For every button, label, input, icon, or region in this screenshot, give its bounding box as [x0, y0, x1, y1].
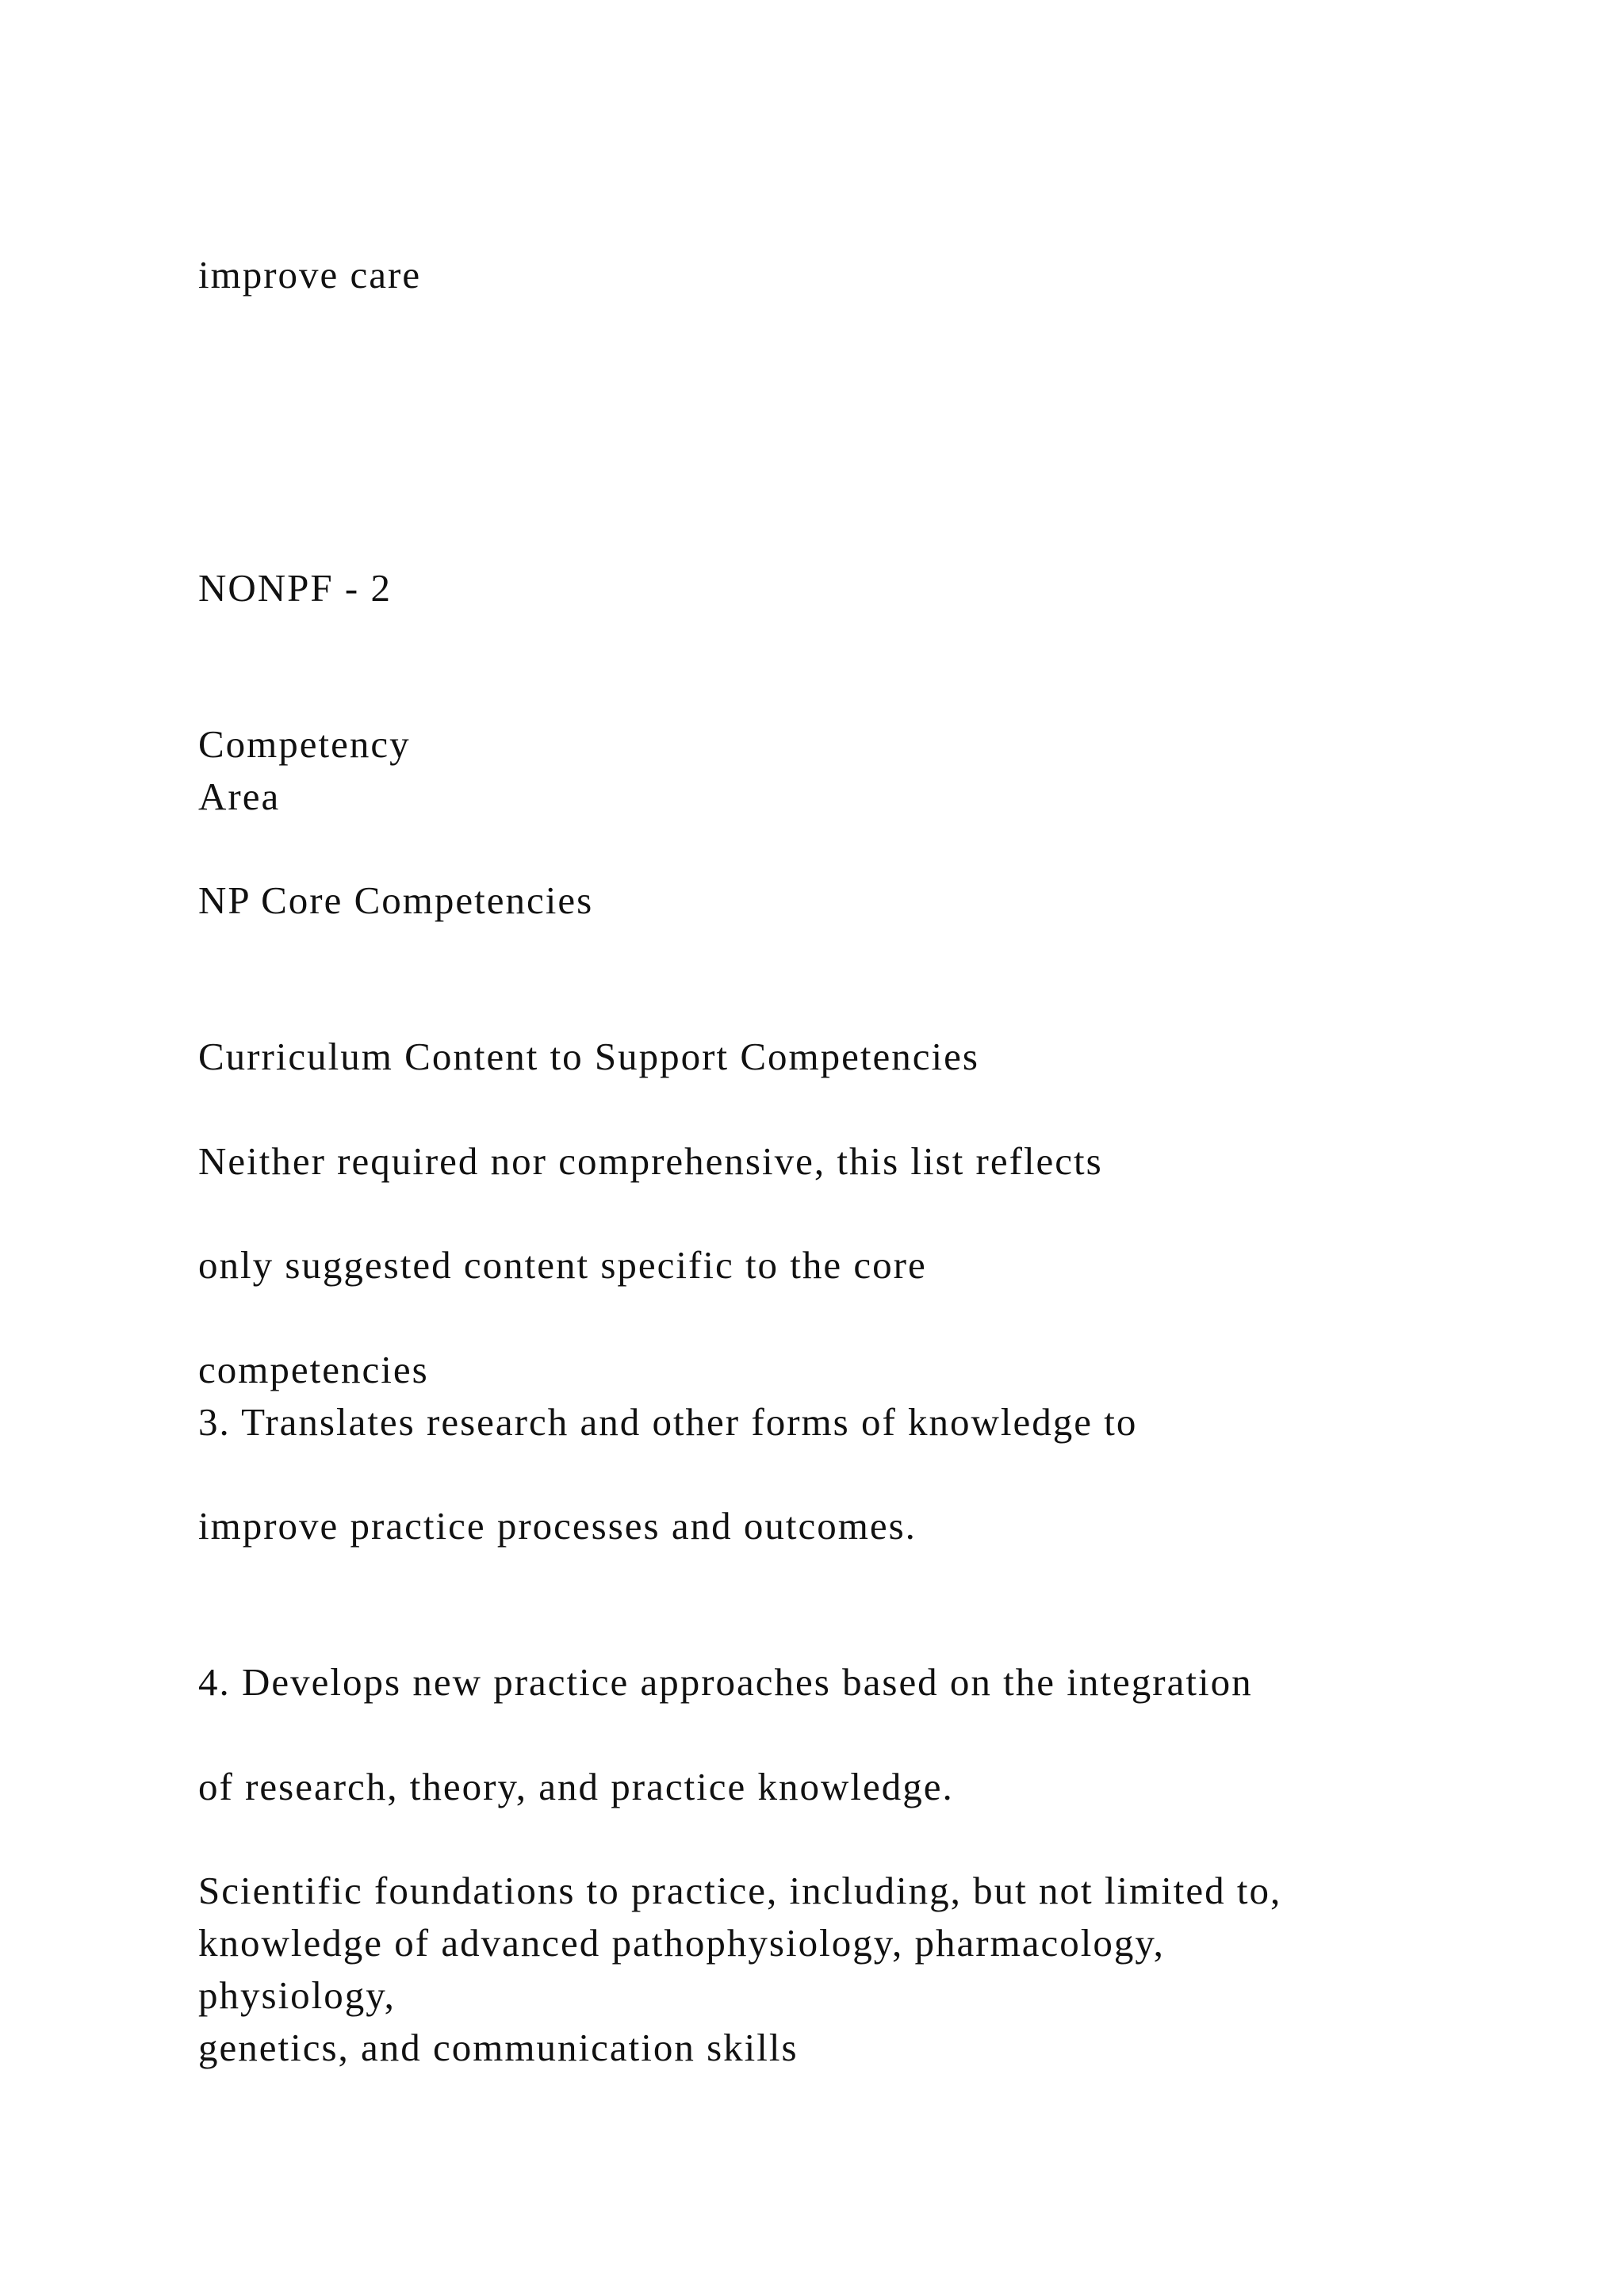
text-line: genetics, and communication skills — [198, 2026, 799, 2069]
text-line: 4. Develops new practice approaches based on the integration — [198, 1660, 1253, 1704]
text-line: competencies — [198, 1348, 429, 1391]
text-line: only suggested content specific to the core — [198, 1243, 927, 1287]
text-line: NP Core Competencies — [198, 878, 594, 922]
text-line: Area — [198, 775, 281, 818]
text-line: physiology, — [198, 1973, 396, 2017]
section-heading: NONPF - 2 — [198, 566, 392, 610]
text-line: of research, theory, and practice knowledge. — [198, 1765, 954, 1808]
text-line: Competency — [198, 722, 411, 766]
text-line: Neither required nor comprehensive, this list reflects — [198, 1139, 1103, 1183]
text-line: Curriculum Content to Support Competencies — [198, 1035, 979, 1078]
text-line: 3. Translates research and other forms of knowledge to — [198, 1400, 1138, 1444]
text-line: improve care — [198, 253, 422, 297]
text-line: Scientific foundations to practice, including, but not limited to, — [198, 1869, 1282, 1912]
text-line: knowledge of advanced pathophysiology, pharmacology, — [198, 1921, 1165, 1965]
text-line: improve practice processes and outcomes. — [198, 1504, 917, 1548]
